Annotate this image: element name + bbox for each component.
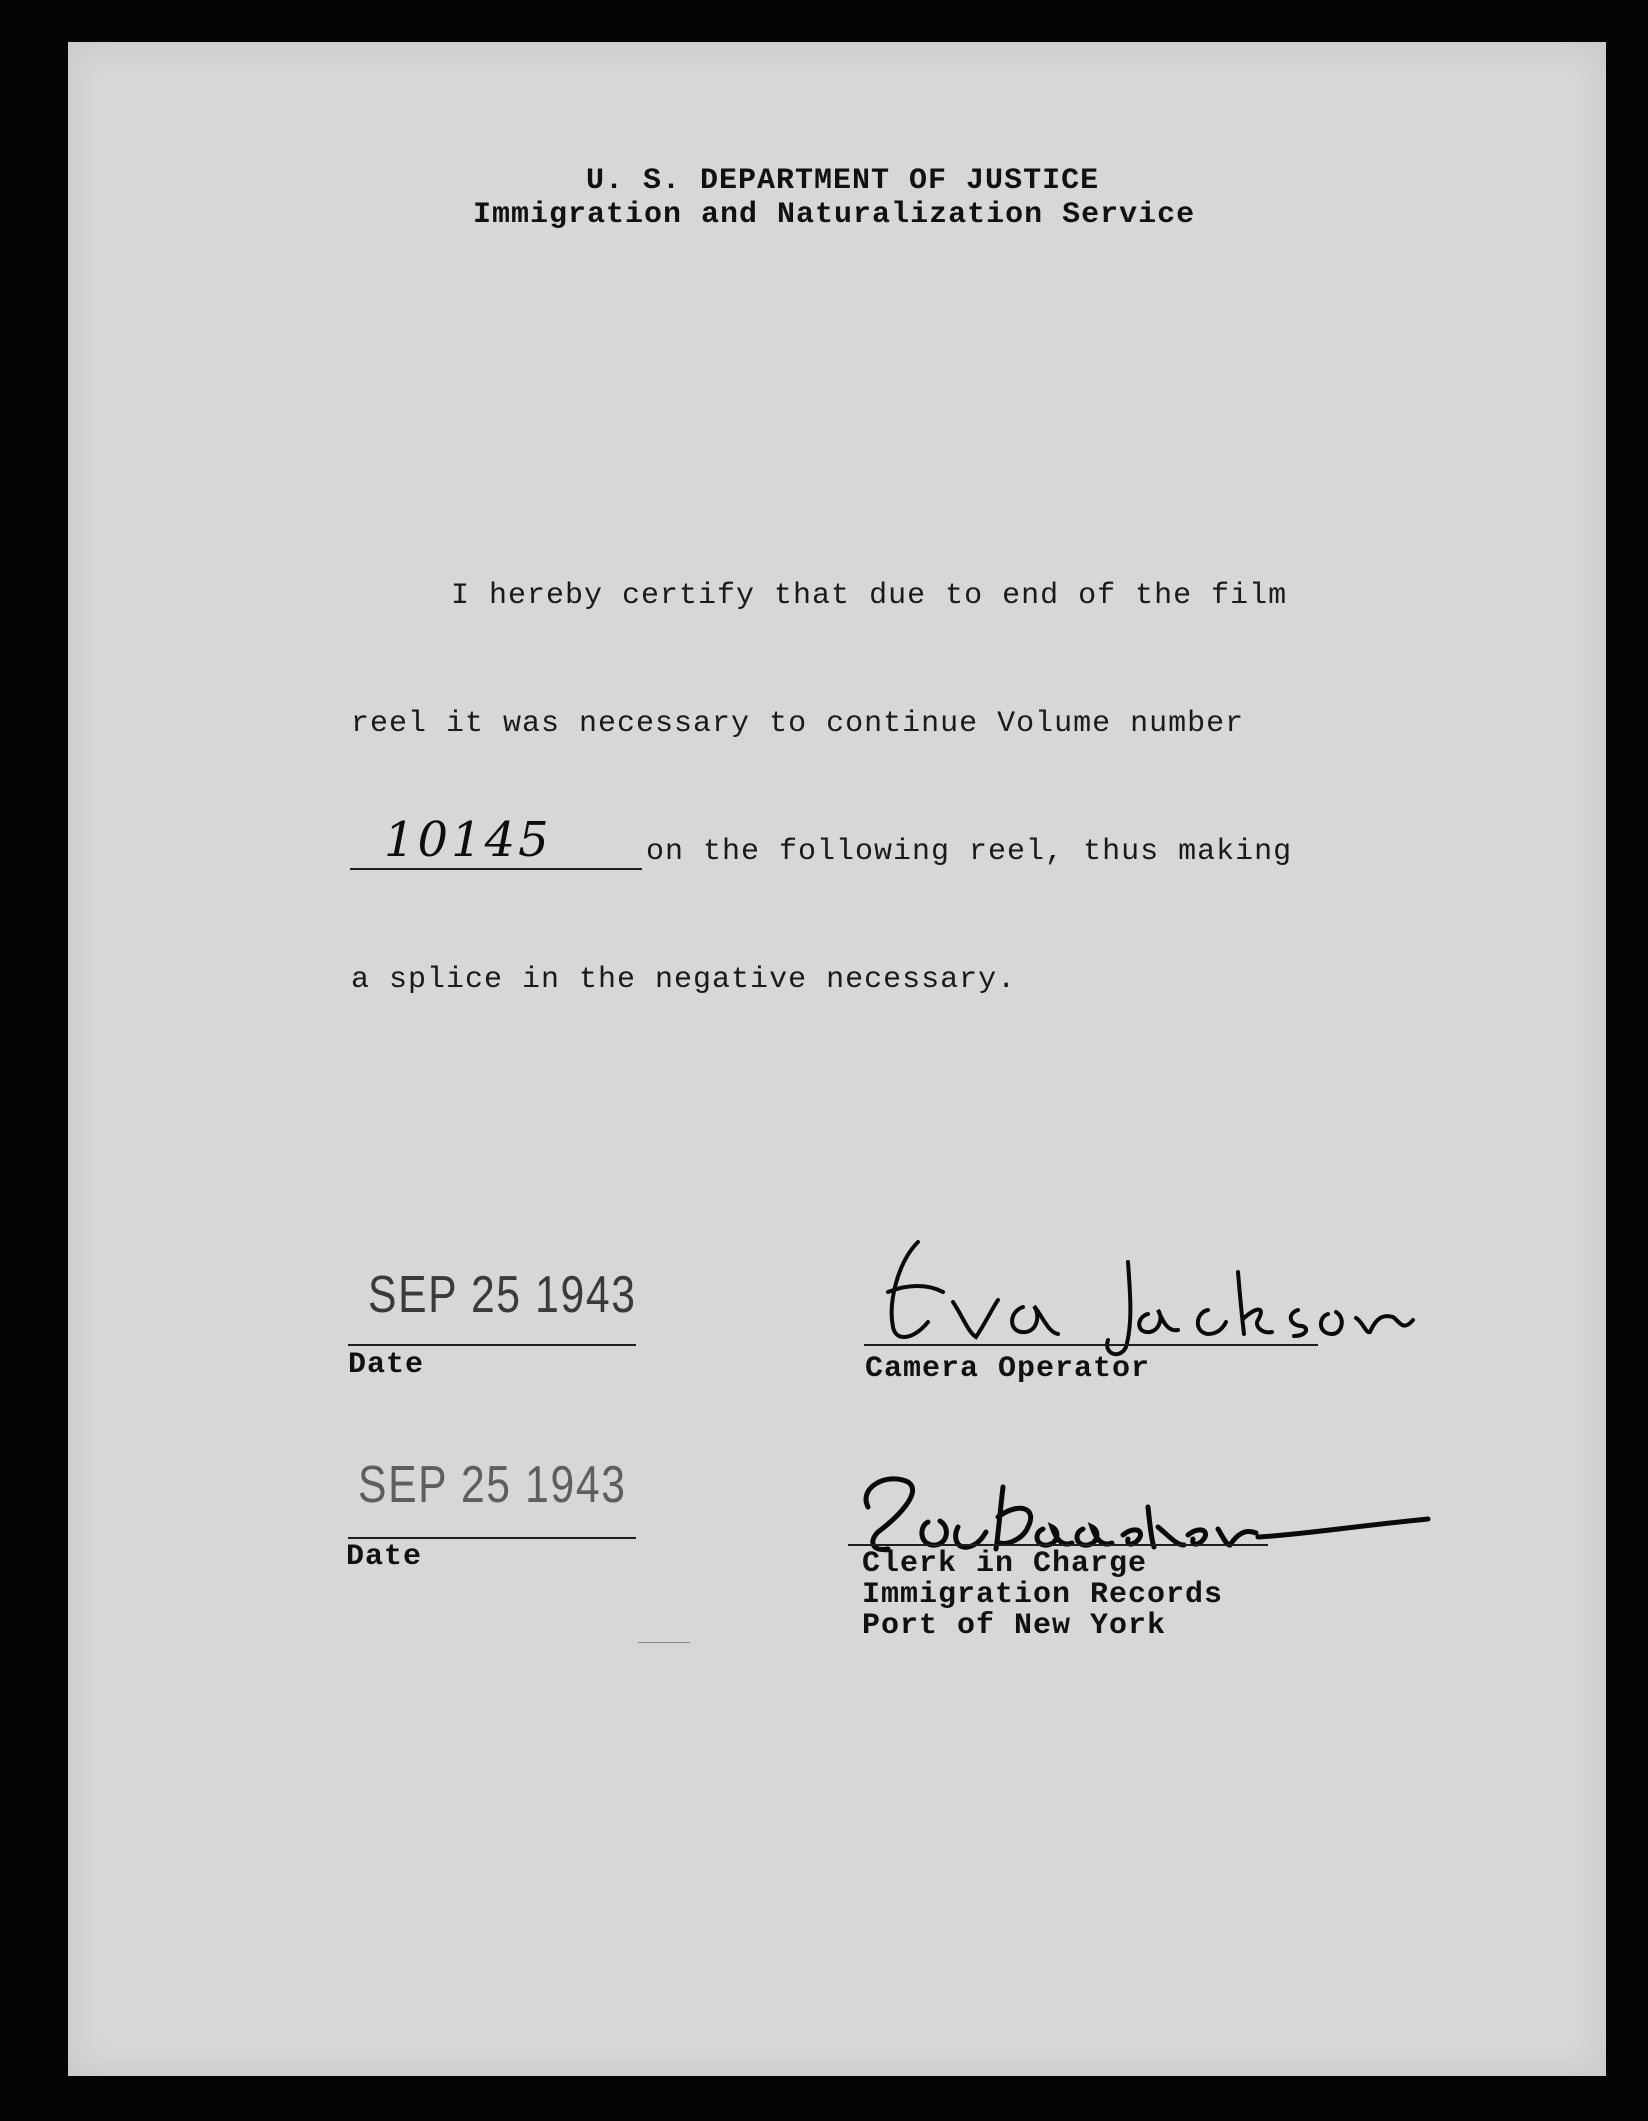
- date-label-2: Date: [346, 1540, 423, 1574]
- clerk-label-port: Port of New York: [862, 1609, 1167, 1643]
- header-service: Immigration and Naturalization Service: [473, 198, 1196, 232]
- certification-line-3: on the following reel, thus making: [646, 835, 1293, 869]
- clerk-label-office: Immigration Records: [862, 1578, 1224, 1612]
- certification-line-1: I hereby certify that due to end of the film: [451, 579, 1288, 613]
- clerk-label-title: Clerk in Charge: [862, 1547, 1148, 1581]
- camera-operator-label: Camera Operator: [865, 1352, 1151, 1386]
- certification-line-2: reel it was necessary to continue Volume number: [351, 707, 1245, 741]
- date-stamp-1: SEP 25 1943: [368, 1266, 637, 1324]
- stray-mark: [638, 1642, 690, 1643]
- header-department: U. S. DEPARTMENT OF JUSTICE: [586, 164, 1100, 198]
- date-line-2: [348, 1537, 636, 1539]
- volume-number-handwritten: 10145: [384, 812, 552, 868]
- date-line-1: [348, 1344, 636, 1346]
- date-label-1: Date: [348, 1348, 425, 1382]
- clerk-signature-line: [848, 1544, 1268, 1546]
- volume-number-blank-line: [350, 868, 642, 870]
- certification-line-4: a splice in the negative necessary.: [351, 963, 1017, 997]
- date-stamp-2: SEP 25 1943: [358, 1456, 627, 1514]
- camera-operator-signature: [858, 1222, 1418, 1362]
- camera-operator-line: [864, 1344, 1318, 1346]
- document-page: [68, 42, 1606, 2076]
